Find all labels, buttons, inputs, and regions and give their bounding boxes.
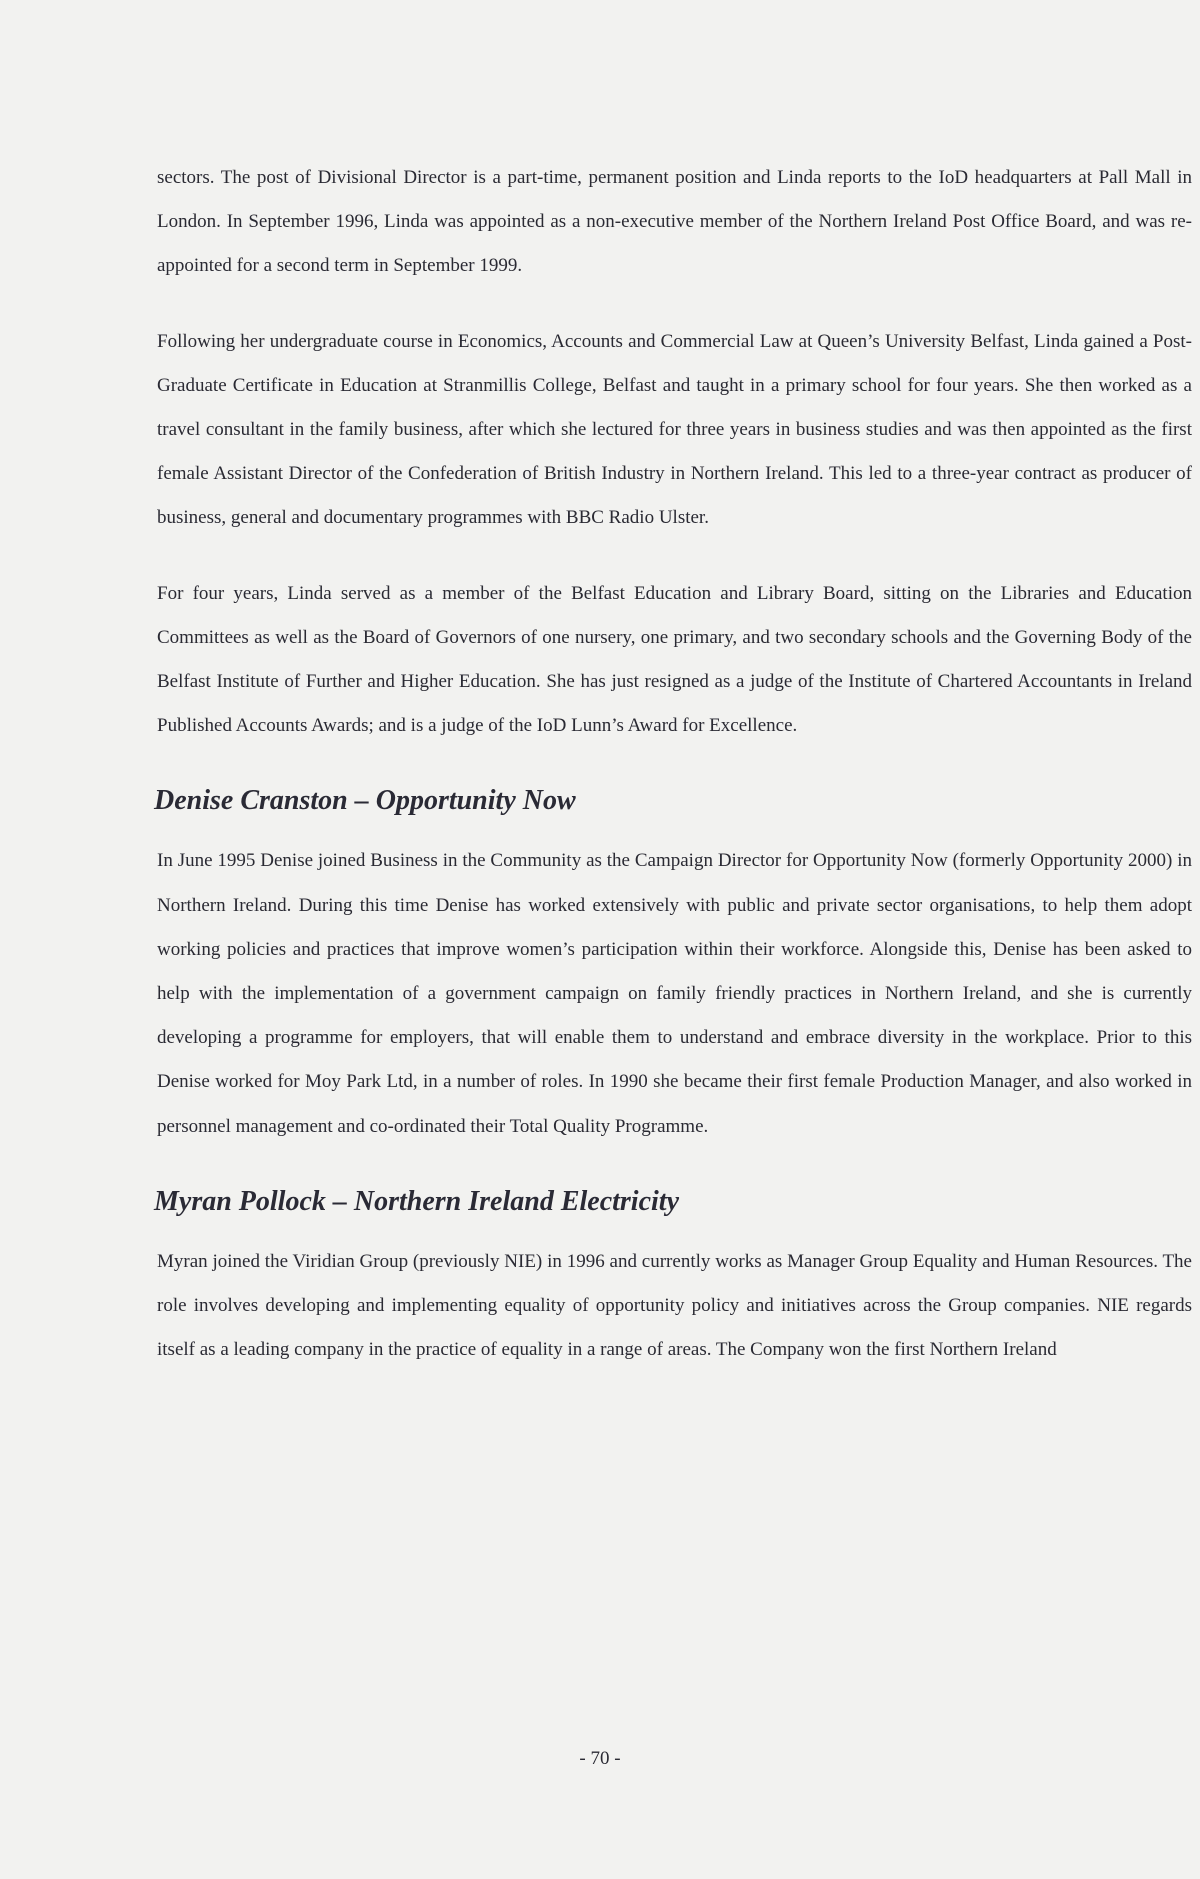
page-number: - 70 - xyxy=(579,1748,621,1769)
paragraph-linda-boards: For four years, Linda served as a member of the Belfast Education and Library Board, sitting on the Libraries and Education Committees as well as the Board of Governors of one nursery, one primary, and two secondary schools and the Governing Body of the Belfast Institute of Further and Higher Education. She has just resigned as a judge of the Institute of Chartered Accountants in Ireland Published Accounts Awards; and is a judge of the IoD Lunn’s Award for Excellence. xyxy=(157,582,1192,737)
paragraph-denise-cranston: In June 1995 Denise joined Business in the Community as the Campaign Director for Opportunity Now (formerly Opportunity 2000) in Northern Ireland. During this time Denise has worked extensively with public and private sector organisations, to help them adopt working policies and practices that improve women’s participation within their workforce. Alongside this, Denise has been asked to help with the implementation of a government campaign on family friendly practices in Northern Ireland, and she is currently developing a programme for employers, that will enable them to understand and embrace diversity in the workplace. Prior to this Denise worked for Moy Park Ltd, in a number of roles. In 1990 she became their first female Production Manager, and also worked in personnel management and co-ordinated their Total Quality Programme. xyxy=(157,850,1192,1137)
paragraph-myran-pollock: Myran joined the Viridian Group (previously NIE) in 1996 and currently works as Manager Group Equality and Human Resources. The role involves developing and implementing equality of opportunity policy and initiatives across the Group companies. NIE regards itself as a leading company in the practice of equality in a range of areas. The Company won the first Northern Ireland xyxy=(157,1250,1192,1361)
section-heading-myran-pollock: Myran Pollock – Northern Ireland Electricity xyxy=(154,1185,679,1217)
paragraph-linda-role: sectors. The post of Divisional Director is a part-time, permanent position and Linda reports to the IoD headquarters at Pall Mall in London. In September 1996, Linda was appointed as a non-executive member of the Northern Ireland Post Office Board, and was re-appointed for a second term in September 1999. xyxy=(157,167,1192,277)
section-heading-denise-cranston: Denise Cranston – Opportunity Now xyxy=(154,785,576,817)
paragraph-linda-education: Following her undergraduate course in Economics, Accounts and Commercial Law at Queen’s University Belfast, Linda gained a Post-Graduate Certificate in Education at Stranmillis College, Belfast and taught in a primary school for four years. She then worked as a travel consultant in the family business, after which she lectured for three years in business studies and was then appointed as the first female Assistant Director of the Confederation of British Industry in Northern Ireland. This led to a three-year contract as producer of business, general and documentary programmes with BBC Radio Ulster. xyxy=(157,330,1192,529)
page-content xyxy=(154,156,1192,1403)
